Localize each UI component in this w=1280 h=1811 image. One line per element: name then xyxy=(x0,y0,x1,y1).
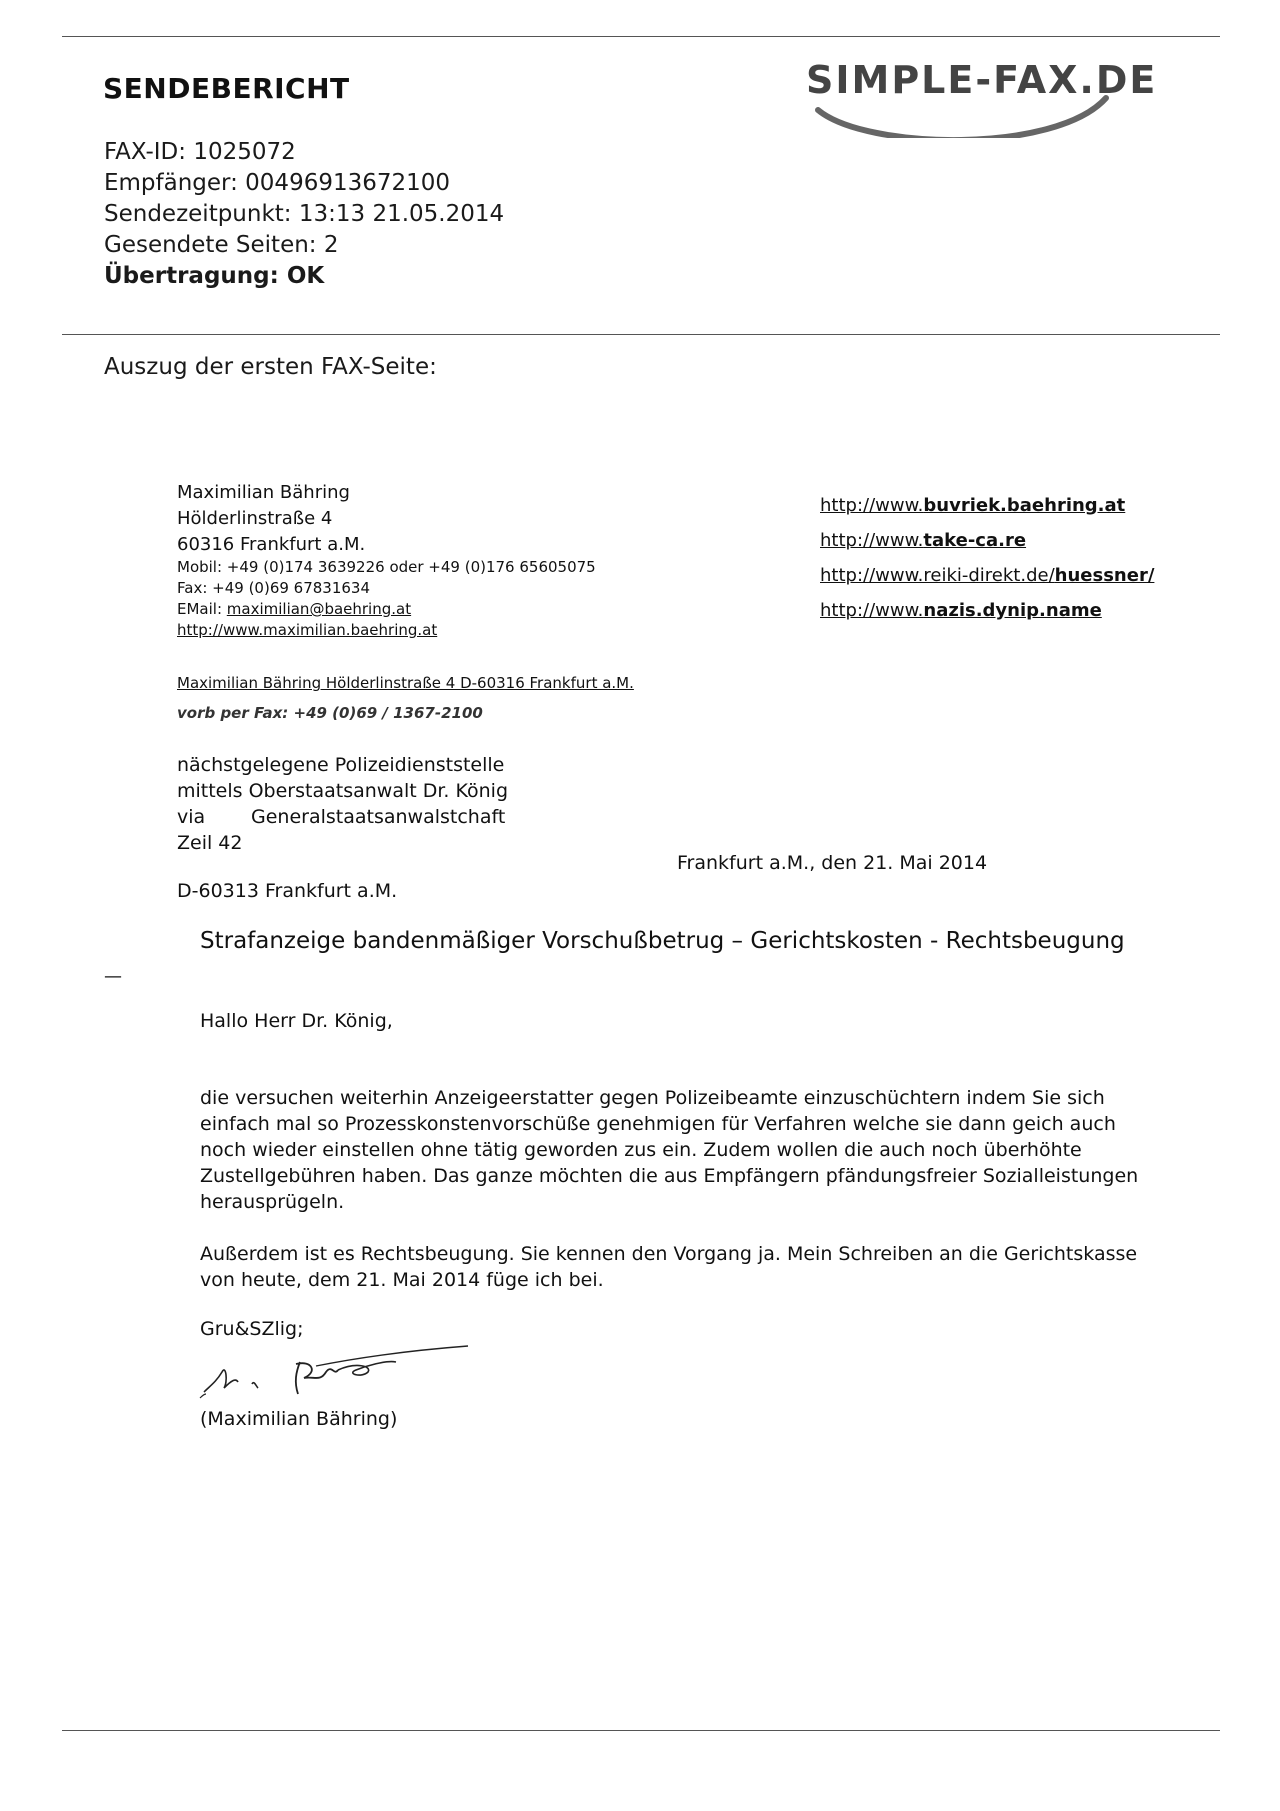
logo-text: SIMPLE-FAX.DE xyxy=(806,58,1158,102)
link-list xyxy=(820,488,1154,628)
bottom-rule xyxy=(62,1730,1220,1731)
fax-id: FAX-ID: 1025072 xyxy=(104,139,296,165)
letter-body xyxy=(200,1085,1160,1319)
recipient-city: D-60313 Frankfurt a.M. xyxy=(177,880,398,902)
sender-fax: Fax: +49 (0)69 67831634 xyxy=(177,579,371,597)
link-take-care[interactable]: http://www.take-ca.re xyxy=(820,530,1027,551)
link-reiki-direkt[interactable]: http://www.reiki-direkt.de/huessner/ xyxy=(820,565,1155,586)
letter-paragraph-2: Außerdem ist es Rechtsbeugung. Sie kennen den Vorgang ja. Mein Schreiben an die Gerichtskasse von heute, dem 21. Mai 2014 füge ich bei. xyxy=(200,1243,1138,1291)
recipient-number: Empfänger: 00496913672100 xyxy=(104,170,451,196)
simple-fax-logo xyxy=(806,58,1210,128)
letter-date: Frankfurt a.M., den 21. Mai 2014 xyxy=(677,852,988,874)
transmission-status: Übertragung: OK xyxy=(104,263,325,289)
sender-website-link[interactable]: http://www.maximilian.baehring.at xyxy=(177,621,438,639)
handwritten-signature xyxy=(196,1342,476,1402)
send-time: Sendezeitpunkt: 13:13 21.05.2014 xyxy=(104,201,505,227)
excerpt-label: Auszug der ersten FAX-Seite: xyxy=(104,354,437,380)
sender-email-link[interactable]: maximilian@baehring.at xyxy=(226,600,412,618)
sender-city: 60316 Frankfurt a.M. xyxy=(177,534,366,555)
recipient-line-4: Zeil 42 xyxy=(177,832,243,854)
top-rule xyxy=(62,36,1220,37)
sender-contact xyxy=(177,557,596,641)
signer-name: (Maximilian Bähring) xyxy=(200,1408,398,1430)
letter-paragraph-1: die versuchen weiterhin Anzeigeerstatter gegen Polizeibeamte einzuschüchtern indem Sie sich einfach mal so Prozesskonstenvorschüße genehmigen für Verfahren welche sie dann geich auch noch wieder einstellen ohne tätig geworden zus ein. Zudem wollen die auch noch überhöhte Zustellgebühren haben. Das ganze möchten die aus Empfängern pfändungsfreier Sozialleistungen herausprügeln. xyxy=(200,1087,1139,1213)
link-buvriek[interactable]: http://www.buvriek.baehring.at xyxy=(820,495,1126,516)
return-address: Maximilian Bähring Hölderlinstraße 4 D-60316 Frankfurt a.M. xyxy=(177,674,634,692)
link-nazis-dynip[interactable]: http://www.nazis.dynip.name xyxy=(820,600,1102,621)
recipient-line-1: nächstgelegene Polizeidienststelle xyxy=(177,754,505,776)
letter-closing: Gru&SZlig; xyxy=(200,1318,304,1340)
sender-address xyxy=(177,480,365,558)
letter-greeting: Hallo Herr Dr. König, xyxy=(200,1010,393,1032)
vorb-fax-line: vorb per Fax: +49 (0)69 / 1367-2100 xyxy=(177,704,483,722)
recipient-line-2: mittels Oberstaatsanwalt Dr. König xyxy=(177,780,509,802)
margin-dash: — xyxy=(104,966,122,987)
recipient-line-3: via Generalstaatsanwalstchaft xyxy=(177,806,506,828)
sender-email-row: EMail: maximilian@baehring.at xyxy=(177,600,412,618)
report-details xyxy=(104,137,504,292)
pages-sent: Gesendete Seiten: 2 xyxy=(104,232,339,258)
report-title: SENDEBERICHT xyxy=(103,72,350,105)
letter-subject: Strafanzeige bandenmäßiger Vorschußbetrug – Gerichtskosten - Rechtsbeugung xyxy=(200,928,1125,954)
sender-name: Maximilian Bähring xyxy=(177,482,350,503)
recipient-address xyxy=(177,752,508,856)
middle-rule xyxy=(62,334,1220,335)
sender-street: Hölderlinstraße 4 xyxy=(177,508,333,529)
sender-mobile: Mobil: +49 (0)174 3639226 oder +49 (0)176 65605075 xyxy=(177,558,596,576)
